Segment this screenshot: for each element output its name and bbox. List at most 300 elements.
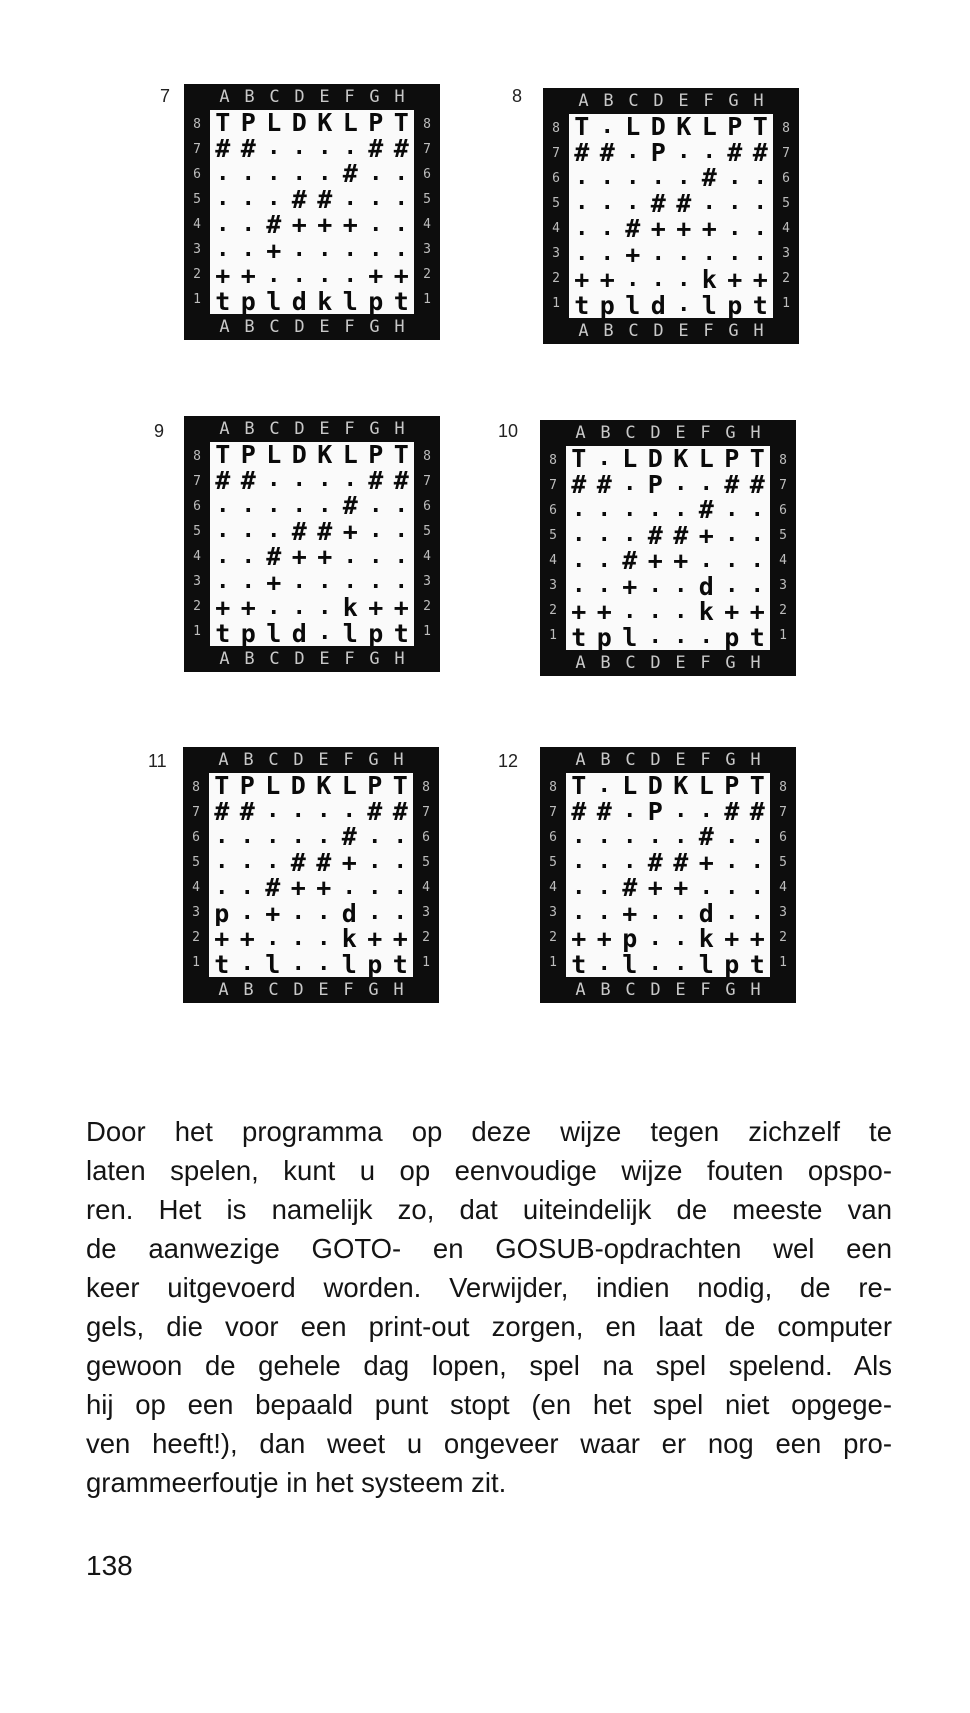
board-square: .	[369, 493, 383, 518]
file-label: B	[600, 979, 611, 1000]
file-label: C	[625, 749, 636, 770]
rank-labels-left	[546, 775, 560, 975]
board-square: L	[266, 442, 282, 468]
board-square: .	[725, 573, 739, 599]
board-square: .	[266, 798, 280, 824]
board-square: +	[214, 926, 230, 952]
file-label: G	[369, 648, 380, 669]
board-square: d	[341, 900, 357, 926]
chess-board-figure-9	[184, 416, 440, 672]
board-square: #	[317, 186, 333, 212]
paragraph-line: ven heeft!), dan weet u ongeveer waar er nog een pro-	[86, 1428, 892, 1459]
board-square: .	[394, 544, 408, 569]
board-square: .	[651, 165, 665, 190]
board-square: .	[318, 493, 332, 518]
file-label: B	[243, 979, 254, 1000]
board-square: .	[753, 241, 767, 267]
board-square: .	[292, 493, 306, 518]
board-square: .	[216, 493, 230, 518]
file-label: G	[369, 418, 380, 439]
board-square: T	[393, 442, 409, 468]
board-square: T	[752, 114, 768, 140]
board-square: k	[701, 267, 717, 293]
file-label: B	[244, 316, 255, 337]
board-square: P	[650, 139, 666, 165]
board-square: +	[749, 599, 765, 625]
rank-label: 6	[422, 830, 430, 845]
board-square: .	[626, 139, 640, 165]
rank-label: 2	[779, 603, 787, 618]
board-square: .	[368, 875, 382, 900]
board-square: .	[572, 875, 586, 900]
board-square: #	[266, 544, 282, 570]
board-square: +	[596, 599, 612, 625]
board-square: .	[240, 900, 254, 926]
board-square: +	[571, 926, 587, 952]
file-label: F	[703, 90, 714, 111]
board-square: .	[725, 900, 739, 926]
board-square: .	[216, 237, 230, 263]
board-square: t	[215, 620, 231, 646]
board-square: .	[241, 518, 255, 544]
board-square: T	[571, 446, 587, 472]
board-square: .	[597, 548, 611, 573]
board-square: P	[367, 773, 383, 799]
file-label: C	[625, 652, 636, 673]
board-square: .	[626, 267, 640, 292]
board-square: #	[599, 139, 615, 165]
rank-label: 2	[193, 599, 201, 614]
file-label: D	[650, 652, 661, 673]
board-square: #	[650, 190, 666, 216]
board-square: .	[266, 849, 280, 875]
board-square: +	[574, 267, 590, 293]
board-square: .	[369, 212, 383, 237]
file-label: F	[343, 979, 354, 1000]
board-square: #	[727, 139, 743, 165]
file-label: B	[600, 749, 611, 770]
board-square: #	[571, 471, 587, 497]
board-square: .	[267, 518, 281, 544]
board-square: .	[216, 186, 230, 212]
paragraph-line: grammeerfoutje in het systeem zit.	[86, 1467, 507, 1498]
board-square: +	[239, 926, 255, 952]
rank-label: 1	[779, 628, 787, 643]
board-square: +	[368, 595, 384, 621]
board-square: .	[318, 135, 332, 161]
board-square: #	[367, 798, 383, 824]
board-square: .	[750, 849, 764, 875]
file-label: G	[725, 422, 736, 443]
file-label: F	[700, 422, 711, 443]
board-square: t	[749, 951, 765, 977]
board-square: .	[600, 114, 614, 139]
board-square: .	[241, 161, 255, 186]
file-label: G	[728, 320, 739, 341]
rank-label: 5	[549, 528, 557, 543]
file-label: A	[578, 90, 589, 111]
board-square: .	[674, 624, 688, 650]
board-square: .	[291, 824, 305, 849]
rank-label: 7	[193, 142, 201, 157]
board-square: .	[572, 824, 586, 849]
board-square: +	[596, 926, 612, 952]
file-label: A	[219, 316, 230, 337]
board-square: .	[623, 522, 637, 548]
file-label: B	[603, 90, 614, 111]
file-label: E	[319, 316, 330, 337]
file-label: G	[369, 86, 380, 107]
board-square: L	[342, 442, 358, 468]
board-square: K	[673, 773, 689, 799]
board-square: .	[728, 165, 742, 190]
rank-label: 3	[192, 905, 200, 920]
file-label: E	[319, 648, 330, 669]
board-square: .	[216, 544, 230, 569]
rank-label: 3	[193, 242, 201, 257]
board-square: .	[648, 624, 662, 650]
file-labels-top	[211, 749, 411, 771]
file-label: H	[394, 316, 405, 337]
paragraph-line: gewoon de gehele dag lopen, spel na spel spelend. Als	[86, 1350, 892, 1381]
file-label: B	[244, 648, 255, 669]
board-square: #	[701, 165, 717, 191]
board-square: .	[572, 900, 586, 926]
board-square: .	[292, 595, 306, 620]
board-square: L	[698, 773, 714, 799]
file-label: B	[244, 418, 255, 439]
rank-label: 6	[193, 167, 201, 182]
board-square: .	[291, 951, 305, 977]
file-label: F	[343, 749, 354, 770]
board-square: .	[597, 446, 611, 471]
board-square: K	[316, 773, 332, 799]
board-square: .	[648, 926, 662, 951]
board-square: .	[369, 186, 383, 212]
board-square: .	[651, 241, 665, 267]
rank-label: 3	[549, 578, 557, 593]
board-square: .	[215, 875, 229, 900]
file-labels-bottom	[571, 320, 771, 342]
file-label: D	[293, 979, 304, 1000]
rank-label: 2	[552, 271, 560, 286]
board-square: .	[291, 926, 305, 951]
board-square: .	[750, 548, 764, 573]
file-label: A	[219, 86, 230, 107]
board-square: P	[724, 446, 740, 472]
board-square: .	[623, 497, 637, 522]
rank-labels-right	[776, 775, 790, 975]
board-square: #	[698, 824, 714, 850]
board-square: .	[241, 569, 255, 595]
rank-label: 3	[422, 905, 430, 920]
file-label: H	[394, 418, 405, 439]
board-square: #	[596, 798, 612, 824]
board-square: .	[368, 824, 382, 849]
board-square: .	[292, 135, 306, 161]
board-square: #	[698, 497, 714, 523]
board-square: .	[216, 161, 230, 186]
rank-label: 1	[552, 296, 560, 311]
board-square: .	[725, 548, 739, 573]
board-square: .	[216, 518, 230, 544]
rank-label: 6	[549, 503, 557, 518]
board-square: +	[317, 212, 333, 238]
file-label: E	[318, 979, 329, 1000]
board-square: .	[623, 824, 637, 849]
rank-label: 2	[782, 271, 790, 286]
file-label: C	[625, 422, 636, 443]
board-square: .	[677, 241, 691, 267]
board-square: t	[571, 951, 587, 977]
board-square: .	[369, 161, 383, 186]
rank-label: 4	[549, 553, 557, 568]
board-square: .	[240, 951, 254, 977]
chess-board-figure-11	[183, 747, 439, 1003]
file-label: A	[575, 652, 586, 673]
board-square: #	[571, 798, 587, 824]
board-square: P	[239, 773, 255, 799]
file-label: E	[675, 652, 686, 673]
board-grid	[210, 442, 414, 646]
board-square: .	[317, 926, 331, 951]
board-square: .	[597, 573, 611, 599]
file-label: F	[700, 979, 711, 1000]
file-label: D	[294, 316, 305, 337]
rank-label: 3	[423, 242, 431, 257]
board-square: .	[674, 798, 688, 824]
board-square: L	[698, 446, 714, 472]
board-square: P	[647, 798, 663, 824]
board-square: .	[318, 595, 332, 620]
board-square: +	[647, 548, 663, 574]
board-grid	[209, 773, 413, 977]
board-square: .	[572, 849, 586, 875]
board-square: L	[622, 773, 638, 799]
board-grid	[566, 446, 770, 650]
figure-label-10: 10	[498, 421, 519, 441]
board-square: .	[343, 135, 357, 161]
board-square: d	[698, 573, 714, 599]
board-square: .	[343, 237, 357, 263]
board-square: .	[677, 267, 691, 292]
board-square: P	[647, 471, 663, 497]
board-square: .	[318, 161, 332, 186]
rank-labels-right	[776, 448, 790, 648]
board-square: .	[342, 798, 356, 824]
board-square: +	[266, 237, 282, 263]
board-square: .	[623, 849, 637, 875]
board-square: #	[341, 824, 357, 850]
board-square: K	[317, 110, 333, 136]
board-square: .	[241, 212, 255, 237]
board-square: #	[647, 849, 663, 875]
board-square: T	[392, 773, 408, 799]
board-square: .	[750, 573, 764, 599]
board-square: t	[749, 624, 765, 650]
paragraph-line: gels, die voor een print-out zorgen, en laat de computer	[86, 1311, 892, 1342]
file-labels-bottom	[568, 652, 768, 674]
file-label: D	[650, 749, 661, 770]
board-square: T	[214, 773, 230, 799]
board-square: .	[623, 798, 637, 824]
file-label: D	[294, 648, 305, 669]
board-square: .	[575, 216, 589, 241]
board-square: #	[290, 849, 306, 875]
board-square: T	[749, 446, 765, 472]
board-square: .	[725, 522, 739, 548]
board-square: .	[291, 798, 305, 824]
board-square: .	[267, 595, 281, 620]
board-square: .	[266, 824, 280, 849]
file-label: E	[319, 418, 330, 439]
board-square: P	[727, 114, 743, 140]
board-square: .	[292, 237, 306, 263]
rank-label: 8	[779, 780, 787, 795]
chess-board-figure-7	[184, 84, 440, 340]
body-paragraph	[86, 1112, 892, 1502]
board-square: .	[753, 165, 767, 190]
file-label: D	[653, 90, 664, 111]
file-label: E	[678, 320, 689, 341]
board-square: T	[749, 773, 765, 799]
rank-label: 1	[422, 955, 430, 970]
board-square: .	[725, 497, 739, 522]
board-square: D	[650, 114, 666, 140]
board-square: .	[648, 824, 662, 849]
board-square: +	[342, 212, 358, 238]
rank-labels-right	[779, 116, 793, 316]
board-square: +	[724, 926, 740, 952]
board-square: +	[571, 599, 587, 625]
board-square: .	[369, 569, 383, 595]
rank-label: 8	[423, 449, 431, 464]
board-square: #	[266, 212, 282, 238]
rank-label: 4	[193, 217, 201, 232]
file-label: C	[269, 418, 280, 439]
board-square: #	[368, 467, 384, 493]
file-label: C	[628, 90, 639, 111]
board-square: P	[368, 110, 384, 136]
board-square: D	[647, 773, 663, 799]
board-square: k	[698, 926, 714, 952]
board-square: .	[240, 824, 254, 849]
board-square: l	[698, 951, 714, 977]
board-square: +	[291, 544, 307, 570]
file-label: B	[600, 422, 611, 443]
chess-board-figure-12	[540, 747, 796, 1003]
file-label: A	[218, 749, 229, 770]
board-square: .	[702, 241, 716, 267]
paragraph-line: de aanwezige GOTO- en GOSUB-opdrachten wel een	[86, 1233, 892, 1264]
board-square: d	[650, 292, 666, 318]
board-square: #	[265, 875, 281, 901]
board-square: .	[342, 875, 356, 900]
board-square: .	[623, 599, 637, 624]
board-square: .	[343, 544, 357, 569]
rank-labels-left	[190, 112, 204, 312]
board-square: .	[267, 135, 281, 161]
rank-label: 3	[549, 905, 557, 920]
board-square: .	[572, 522, 586, 548]
rank-label: 5	[422, 855, 430, 870]
board-square: l	[342, 288, 358, 314]
board-square: .	[750, 875, 764, 900]
figure-label-11: 11	[148, 751, 167, 771]
board-square: #	[393, 135, 409, 161]
board-square: .	[343, 569, 357, 595]
board-square: +	[393, 263, 409, 289]
file-label: D	[650, 422, 661, 443]
board-square: +	[316, 875, 332, 901]
board-square: #	[342, 493, 358, 519]
board-square: #	[673, 522, 689, 548]
board-square: .	[623, 471, 637, 497]
board-square: .	[699, 624, 713, 650]
board-square: .	[648, 573, 662, 599]
file-label: A	[575, 749, 586, 770]
board-square: .	[216, 212, 230, 237]
board-square: .	[750, 900, 764, 926]
board-square: .	[393, 900, 407, 926]
file-label: E	[318, 749, 329, 770]
file-label: E	[319, 86, 330, 107]
rank-label: 7	[779, 805, 787, 820]
rank-label: 8	[782, 121, 790, 136]
board-square: .	[267, 161, 281, 186]
board-square: .	[677, 139, 691, 165]
board-square: T	[574, 114, 590, 140]
paragraph-line: Door het programma op deze wijze tegen zichzelf te	[86, 1116, 892, 1147]
board-square: .	[753, 216, 767, 241]
rank-labels-right	[419, 775, 433, 975]
rank-label: 6	[423, 167, 431, 182]
board-square: L	[341, 773, 357, 799]
file-label: H	[750, 749, 761, 770]
rank-label: 4	[549, 880, 557, 895]
board-grid	[210, 110, 414, 314]
board-square: l	[342, 620, 358, 646]
board-square: K	[317, 442, 333, 468]
file-label: H	[393, 749, 404, 770]
board-square: #	[215, 467, 231, 493]
board-square: .	[648, 497, 662, 522]
file-label: C	[625, 979, 636, 1000]
file-label: D	[650, 979, 661, 1000]
figure-label-12: 12	[498, 751, 519, 771]
board-square: .	[600, 216, 614, 241]
board-square: l	[622, 624, 638, 650]
figure-label-7: 7	[160, 86, 171, 106]
board-square: p	[240, 620, 256, 646]
board-square: .	[215, 849, 229, 875]
board-square: L	[701, 114, 717, 140]
file-label: A	[218, 979, 229, 1000]
board-square: +	[392, 926, 408, 952]
board-square: +	[647, 875, 663, 901]
file-label: E	[675, 749, 686, 770]
board-square: l	[622, 951, 638, 977]
board-square: .	[597, 522, 611, 548]
board-square: .	[318, 237, 332, 263]
board-square: #	[291, 518, 307, 544]
rank-label: 4	[192, 880, 200, 895]
board-square: +	[317, 544, 333, 570]
board-square: .	[750, 497, 764, 522]
board-square: #	[596, 471, 612, 497]
file-labels-bottom	[212, 648, 412, 670]
board-square: .	[575, 190, 589, 216]
